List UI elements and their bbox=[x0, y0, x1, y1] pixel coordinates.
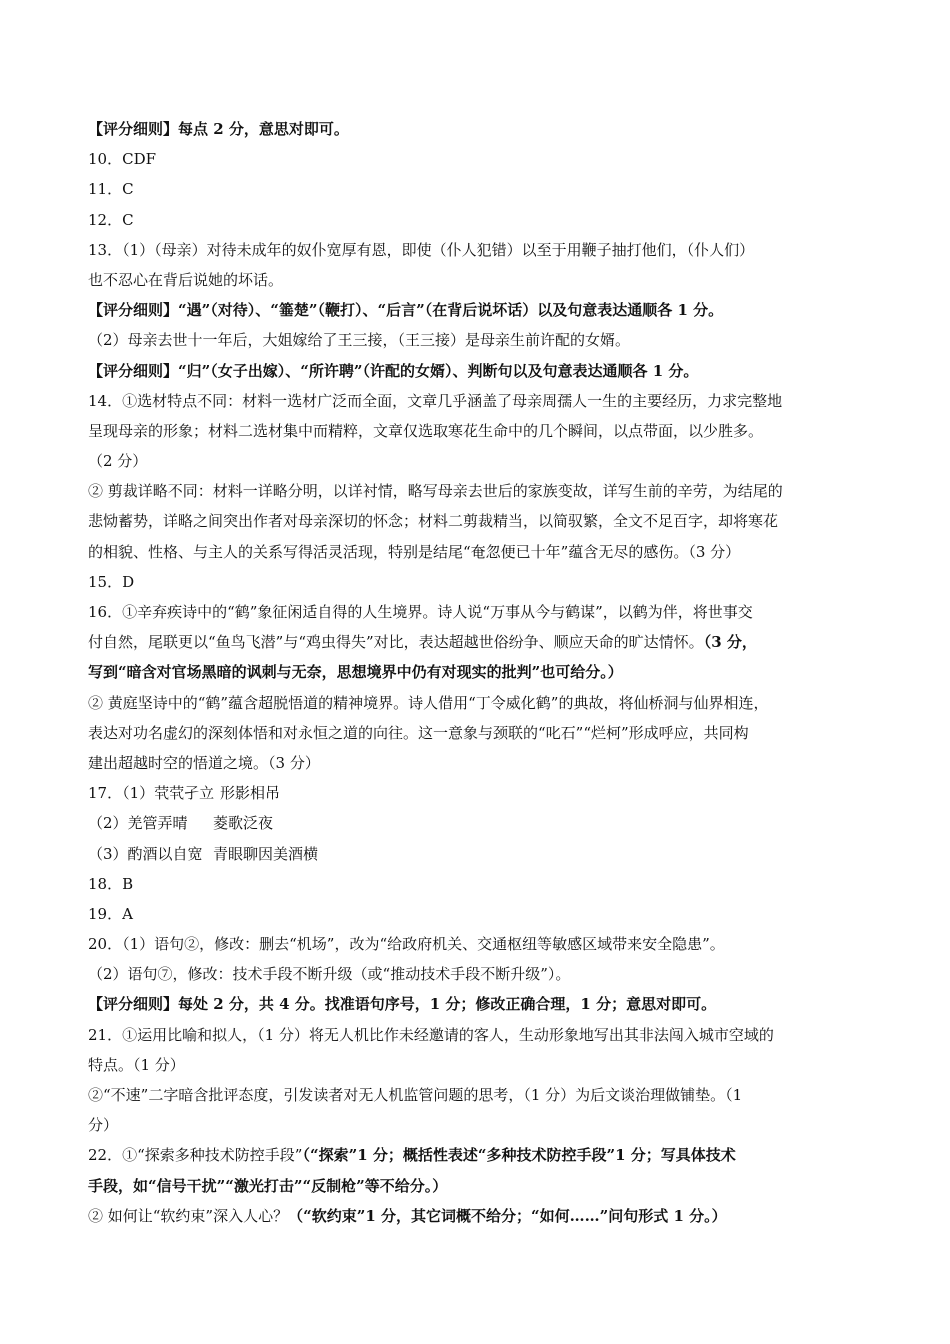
text-line bbox=[88, 446, 863, 476]
answer-text: 18．B bbox=[88, 874, 134, 893]
answer-text: ②“不速”二字暗含批评态度，引发读者对无人机监管问题的思考，（1 分）为后文谈治理做铺垫。（1 bbox=[88, 1086, 743, 1104]
answer-text: 13．（1）（母亲）对待未成年的奴仆宽厚有恩，即使（仆人犯错）以至于用鞭子抽打他们，（仆人们） bbox=[88, 240, 755, 259]
answer-text: ② 剪裁详略不同：材料一详略分明，以详衬情，略写母亲去世后的家族变故，详写生前的辛劳，为结尾的 bbox=[88, 482, 783, 501]
answer-text: 10．CDF bbox=[88, 150, 156, 169]
answer-text: （2）语句⑦，修改：技术手段不断升级（或“推动技术手段不断升级”）。 bbox=[88, 965, 571, 984]
scoring-rule-text: 手段，如“信号干扰”“激光打击”“反制枪”等不给分。） bbox=[88, 1176, 448, 1195]
answer-text: 分） bbox=[88, 1116, 119, 1135]
answer-text: 也不忍心在背后说她的坏话。 bbox=[88, 270, 284, 289]
text-line bbox=[88, 688, 863, 718]
scoring-rule-text: 【评分细则】每处 2 分，共 4 分。找准语句序号，1 分；修改正确合理，1 分；意思对即可。 bbox=[88, 995, 717, 1014]
answer-text: （3）酌酒以自宽 bbox=[88, 844, 203, 863]
answer-text: 形影相吊 bbox=[220, 784, 281, 803]
answer-text: 悲恸蓄势，详略之间突出作者对母亲深切的怀念；材料二剪裁精当，以简驭繁，全文不足百字，却将寒花 bbox=[88, 512, 779, 531]
text-line bbox=[88, 778, 863, 808]
text-line bbox=[88, 989, 863, 1019]
answer-text: 12．C bbox=[88, 210, 134, 229]
answer-text: 15．D bbox=[88, 572, 135, 591]
text-line bbox=[88, 657, 863, 687]
text-line bbox=[88, 869, 863, 899]
answer-text: 表达对功名虚幻的深刻体悟和对永恒之道的向往。这一意象与颈联的“叱石”“烂柯”形成呼应，共同构 bbox=[88, 723, 749, 742]
text-line bbox=[88, 416, 863, 446]
answer-text: 呈现母亲的形象；材料二选材集中而精粹，文章仅选取寒花生命中的几个瞬间，以点带面，以少胜多。 bbox=[88, 421, 764, 440]
text-line bbox=[88, 808, 863, 838]
answer-key-document bbox=[88, 114, 863, 1231]
answer-text: 14．①选材特点不同：材料一选材广泛而全面，文章几乎涵盖了母亲周孺人一生的主要经历，力求完整地 bbox=[88, 391, 783, 410]
answer-text: （2）母亲去世十一年后，大姐嫁给了王三接，（王三接）是母亲生前许配的女婿。 bbox=[88, 331, 631, 350]
text-line bbox=[88, 114, 863, 144]
answer-text: 付自然，尾联更以“鱼鸟飞潜”与“鸡虫得失”对比，表达超越世俗纷争、顺应天命的旷达情怀。 bbox=[88, 633, 704, 652]
scoring-rule-text: 写到“暗含对官场黑暗的讽刺与无奈，思想境界中仍有对现实的批判”也可给分。） bbox=[88, 663, 623, 682]
text-line bbox=[88, 1020, 863, 1050]
answer-text: 特点。（1 分） bbox=[88, 1055, 185, 1074]
text-line bbox=[88, 235, 863, 265]
text-line bbox=[88, 959, 863, 989]
answer-text: （2 分） bbox=[88, 452, 148, 471]
answer-text: ② 黄庭坚诗中的“鹤”蕴含超脱悟道的精神境界。诗人借用“丁令威化鹤”的典故，将仙桥洞与仙界相连， bbox=[88, 693, 769, 712]
text-line bbox=[88, 1080, 863, 1110]
text-line bbox=[88, 567, 863, 597]
text-line bbox=[88, 1110, 863, 1140]
text-line bbox=[88, 1140, 863, 1170]
text-line bbox=[88, 506, 863, 536]
text-line bbox=[88, 597, 863, 627]
text-line bbox=[88, 839, 863, 869]
text-line bbox=[88, 386, 863, 416]
text-line bbox=[88, 627, 863, 657]
answer-text: 的相貌、性格、与主人的关系写得活灵活现，特别是结尾“奄忽便已十年”蕴含无尽的感伤。（3 分） bbox=[88, 542, 741, 561]
answer-text: ② 如何让“软约束”深入人心？ bbox=[88, 1206, 289, 1225]
text-line bbox=[88, 205, 863, 235]
answer-text: 青眼聊因美酒横 bbox=[213, 844, 319, 863]
text-line bbox=[88, 929, 863, 959]
answer-text: 21．①运用比喻和拟人，（1 分）将无人机比作未经邀请的客人，生动形象地写出其非法闯入城市空域的 bbox=[88, 1025, 774, 1044]
text-line bbox=[88, 537, 863, 567]
answer-text: 20．（1）语句②，修改：删去“机场”，改为“给政府机关、交通枢纽等敏感区域带来安全隐患”。 bbox=[88, 935, 725, 954]
text-line bbox=[88, 1201, 863, 1231]
answer-text: 11．C bbox=[88, 180, 134, 199]
text-line bbox=[88, 476, 863, 506]
text-line bbox=[88, 265, 863, 295]
answer-text: 22．①“探索多种技术防控手段” bbox=[88, 1146, 303, 1165]
answer-text: 19．A bbox=[88, 904, 133, 923]
scoring-rule-text: （3 分， bbox=[703, 633, 757, 652]
scoring-rule-text: 【评分细则】“遇”（对待）、“箠楚”（鞭打）、“后言”（在背后说坏话）以及句意表达通顺各 1 分。 bbox=[88, 301, 724, 320]
answer-text: （2）羌管弄晴 bbox=[88, 814, 188, 833]
answer-text: 17．（1）茕茕孑立 bbox=[88, 784, 215, 803]
text-line bbox=[88, 1171, 863, 1201]
answer-text: 菱歌泛夜 bbox=[213, 814, 274, 833]
text-line bbox=[88, 144, 863, 174]
text-line bbox=[88, 748, 863, 778]
scoring-rule-text: （“探索”1 分；概括性表述“多种技术防控手段”1 分；写具体技术 bbox=[302, 1146, 736, 1165]
scoring-rule-text: 【评分细则】“归”（女子出嫁）、“所许聘”（许配的女婿）、判断句以及句意表达通顺各 1 分。 bbox=[88, 361, 699, 380]
text-line bbox=[88, 899, 863, 929]
text-line bbox=[88, 295, 863, 325]
scoring-rule-text: 【评分细则】每点 2 分，意思对即可。 bbox=[88, 120, 349, 138]
text-line bbox=[88, 325, 863, 355]
text-line bbox=[88, 718, 863, 748]
scoring-rule-text: （“软约束”1 分，其它词概不给分；“如何……”问句形式 1 分。） bbox=[288, 1206, 727, 1225]
text-line bbox=[88, 356, 863, 386]
answer-text: 建出超越时空的悟道之境。（3 分） bbox=[88, 753, 320, 772]
answer-text: 16．①辛弃疾诗中的“鹤”象征闲适自得的人生境界。诗人说“万事从今与鹤谋”，以鹤为伴，将世事交 bbox=[88, 603, 753, 621]
text-line bbox=[88, 1050, 863, 1080]
text-line bbox=[88, 174, 863, 204]
